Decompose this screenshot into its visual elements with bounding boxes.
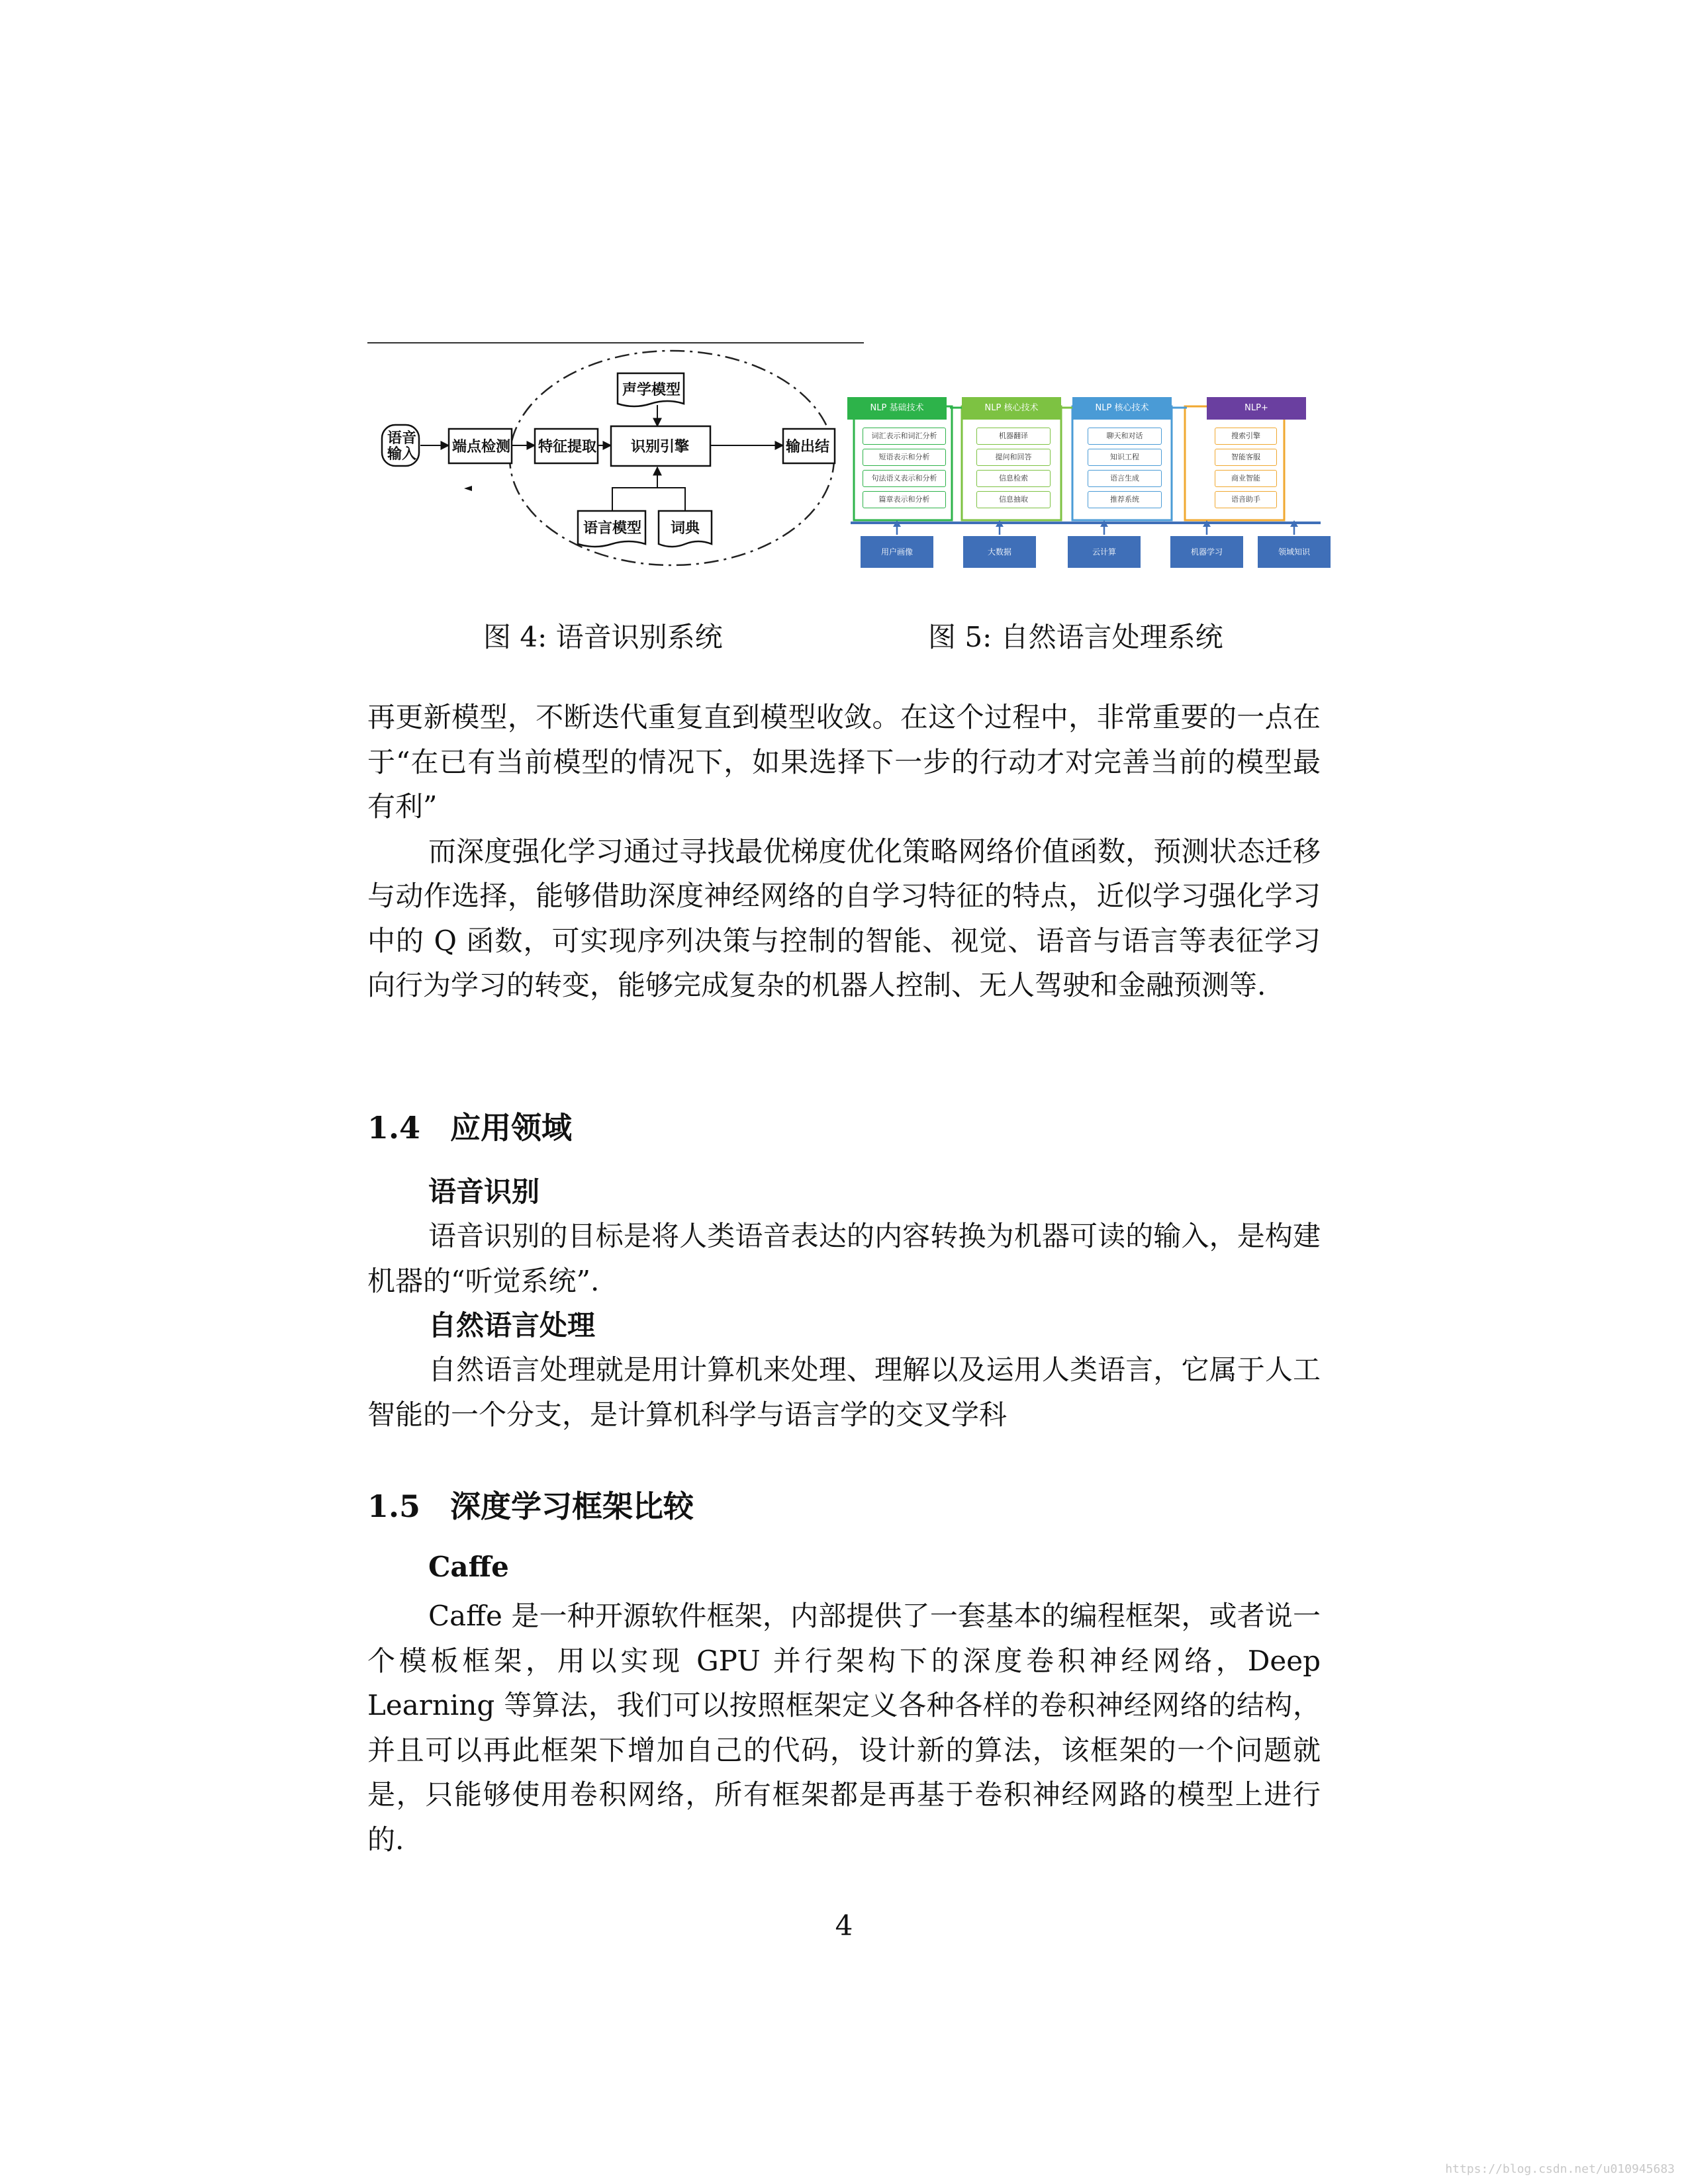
input-label-line2: 输入 — [387, 446, 417, 463]
body-text-block-3 — [367, 1347, 1321, 1437]
nlp-column-item: 短语表示和分析 — [863, 449, 946, 466]
small-arrow-icon — [464, 486, 472, 491]
nlp-column-item: 提问和回答 — [976, 449, 1051, 466]
section-title: 深度学习框架比较 — [450, 1488, 694, 1524]
language-model-label: 语言模型 — [583, 520, 642, 537]
paragraph: 再更新模型，不断迭代重复直到模型收敛。在这个过程中，非常重要的一点在于“在已有当前模型的情况下，如果选择下一步的行动才对完善当前的模型最有利” — [367, 701, 1321, 823]
input-label-line1: 语音 — [387, 430, 417, 447]
nlp-column-item: 商业智能 — [1215, 470, 1277, 487]
paragraph: 自然语言处理就是用计算机来处理、理解以及运用人类语言，它属于人工智能的一个分支，是计算机科学与语言学的交叉学科 — [367, 1353, 1321, 1431]
figure-speech-recognition-diagram — [367, 345, 857, 574]
subheading-caffe: Caffe — [428, 1551, 509, 1583]
nlp-column-item: 句法语义表示和分析 — [863, 470, 946, 487]
subheading-nlp: 自然语言处理 — [428, 1309, 596, 1342]
nlp-base-box-domain-knowledge: 领域知识 — [1258, 536, 1331, 568]
paragraph: Caffe 是一种开源软件框架，内部提供了一套基本的编程框架，或者说一个模板框架，用以实现 GPU 并行架构下的深度卷积神经网络，Deep Learning 等算法，我们可以按照框架定义各种各样的卷积神经网络的结构，并且可以再此框架下增加自己的代码，设计新的算法，该框架的一个问题就是，只能够使用卷积网络，所有框架都是再基于卷积神经网路的模型上进行的. — [367, 1600, 1321, 1856]
acoustic-model-label: 声学模型 — [622, 382, 681, 398]
nlp-column-item: 智能客服 — [1215, 449, 1277, 466]
top-rule — [367, 342, 864, 343]
section-number: 1.4 — [367, 1110, 421, 1146]
nlp-base-box-ml: 机器学习 — [1170, 536, 1243, 568]
figure-5-caption: 图 5: 自然语言处理系统 — [928, 621, 1223, 653]
body-text-block-1 — [367, 695, 1321, 1008]
section-heading-1-4 — [367, 1104, 572, 1148]
page-number: 4 — [835, 1909, 853, 1942]
nlp-column-item: 搜索引擎 — [1215, 428, 1277, 445]
figure-4-caption: 图 4: 语音识别系统 — [483, 621, 723, 653]
output-label: 输出结 — [786, 439, 830, 455]
nlp-column-item: 词汇表示和词汇分析 — [863, 428, 946, 445]
figure-nlp-system-diagram — [844, 397, 1327, 576]
nlp-base-box-user-profile: 用户画像 — [861, 536, 933, 568]
paragraph: 而深度强化学习通过寻找最优梯度优化策略网络价值函数，预测状态迁移与动作选择，能够借助深度神经网络的自学习特征的特点，近似学习强化学习中的 Q 函数，可实现序列决策与控制的智能、视觉、语音与语言等表征学习向行为学习的转变，能够完成复杂的机器人控制、无人驾驶和金融预测等. — [367, 835, 1321, 1001]
section-heading-1-5 — [367, 1482, 694, 1526]
nlp-column-header-4: NLP+ — [1207, 397, 1306, 420]
endpoint-detection-label: 端点检测 — [452, 439, 511, 455]
subheading-speech-recognition: 语音识别 — [428, 1175, 540, 1208]
nlp-column-item: 聊天和对话 — [1088, 428, 1162, 445]
nlp-column-item: 语音助手 — [1215, 491, 1277, 508]
nlp-base-box-big-data: 大数据 — [963, 536, 1036, 568]
watermark: https://blog.csdn.net/u010945683 — [1445, 2162, 1675, 2176]
nlp-column-item: 推荐系统 — [1088, 491, 1162, 508]
nlp-column-header-2: NLP 核心技术 — [962, 397, 1061, 420]
body-text-block-4 — [367, 1594, 1321, 1862]
nlp-column-item: 信息检索 — [976, 470, 1051, 487]
body-text-block-2 — [367, 1214, 1321, 1303]
nlp-column-header-3: NLP 核心技术 — [1072, 397, 1172, 420]
nlp-column-header-1: NLP 基础技术 — [847, 397, 947, 420]
feature-extraction-label: 特征提取 — [538, 439, 597, 455]
nlp-base-box-cloud: 云计算 — [1068, 536, 1141, 568]
section-title: 应用领域 — [450, 1110, 572, 1146]
nlp-column-item: 信息抽取 — [976, 491, 1051, 508]
nlp-column-item: 语言生成 — [1088, 470, 1162, 487]
section-number: 1.5 — [367, 1488, 421, 1524]
paragraph: 语音识别的目标是将人类语音表达的内容转换为机器可读的输入，是构建机器的“听觉系统”. — [367, 1220, 1321, 1297]
recognition-engine-label: 识别引擎 — [631, 439, 690, 455]
nlp-column-item: 知识工程 — [1088, 449, 1162, 466]
nlp-column-item: 机器翻译 — [976, 428, 1051, 445]
dictionary-label: 词典 — [671, 520, 700, 537]
nlp-column-item: 篇章表示和分析 — [863, 491, 946, 508]
